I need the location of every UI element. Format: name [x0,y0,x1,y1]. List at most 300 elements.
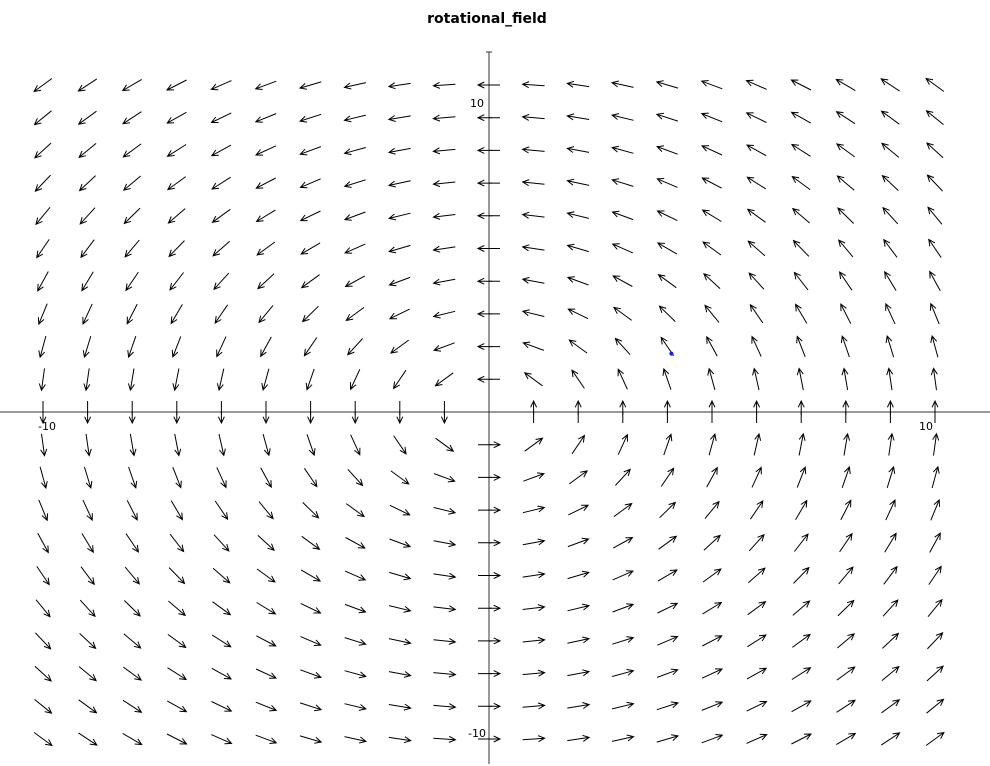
vector-arrow [797,467,806,487]
vector-arrow [345,148,366,155]
vector-arrow [256,636,275,646]
vector-arrow [127,500,137,520]
vector-arrow [837,667,855,680]
vector-arrow [169,241,184,257]
vector-arrow [884,567,897,585]
vector-arrow [523,310,544,317]
vector-arrow [927,699,944,713]
vector-arrow [792,668,811,680]
vector-arrow [306,369,314,390]
vector-arrow [837,634,854,648]
vector-arrow [702,669,722,678]
vector-arrow [390,309,410,319]
vector-arrow [702,178,721,188]
vector-arrow [257,210,276,221]
vector-arrow [926,79,944,92]
vector-arrow [568,505,588,515]
vector-arrow [703,603,722,614]
vector-arrow [256,178,275,188]
vector-arrow [749,273,764,289]
vector-arrow [707,337,718,356]
vector-arrow [214,273,229,289]
vector-arrow [300,114,321,122]
vector-arrow [842,467,850,488]
vector-arrow [434,541,456,547]
vector-arrow [213,241,230,256]
vector-arrow [433,115,455,121]
vector-arrow [933,434,939,456]
vector-arrow [301,243,320,254]
vector-arrow [567,147,589,153]
vector-arrow [883,600,898,616]
vector-arrow [841,336,849,357]
vector-arrow [170,273,184,290]
vector-arrow [837,700,855,712]
vector-arrow [658,243,677,254]
vector-arrow [434,246,456,252]
vector-arrow [436,438,454,451]
vector-arrow [841,500,851,520]
vector-arrow [389,704,411,710]
vector-arrow [572,436,584,454]
vector-arrow [79,111,97,124]
vector-arrow [82,533,93,552]
vector-arrow [927,143,943,158]
vector-arrow [261,468,272,487]
vector-arrow [929,239,941,257]
vector-arrow [797,336,806,356]
vector-arrow [434,311,455,318]
vector-arrow [703,210,722,221]
vector-arrow [263,434,270,455]
vector-arrow [80,208,95,224]
vector-arrow [793,209,810,223]
vector-arrow [304,468,316,486]
vector-arrow [884,240,897,258]
vector-arrow [303,502,319,517]
vector-arrow [612,702,633,709]
vector-arrow [259,502,273,519]
vector-arrow [83,336,91,357]
vector-arrow [523,147,545,153]
vector-arrow [345,737,366,743]
vector-arrow [792,634,810,647]
vector-arrow [844,434,850,456]
vector-arrow [256,114,276,123]
vector-arrow [523,572,545,578]
vector-arrow [708,369,715,390]
vector-arrow [434,213,456,219]
vector-arrow [791,80,811,90]
vector-arrow [79,700,97,713]
vector-arrow [523,82,545,88]
vector-arrow [39,368,45,390]
vector-arrow [262,369,269,390]
vector-arrow [888,434,894,456]
vector-arrow [792,701,811,712]
vector-arrow [927,175,942,191]
vector-arrow [256,81,277,89]
vector-arrow [213,602,231,615]
vector-arrow [932,467,939,488]
x-tick-label-neg: -10 [38,420,56,433]
vector-arrow [304,338,316,356]
vector-arrow [345,571,365,580]
vector-arrow [796,501,807,520]
vector-arrow [168,668,187,680]
vector-arrow [567,179,589,185]
vector-arrow [703,569,721,582]
vector-arrow [657,113,678,121]
vector-arrow [747,80,767,89]
vector-arrow [348,339,363,355]
vector-arrow [436,373,454,386]
vector-arrow [79,143,96,157]
vector-arrow [612,669,633,676]
vector-arrow [657,636,677,645]
vector-arrow [434,279,456,285]
vector-arrow [123,667,141,680]
vector-arrow [212,113,232,123]
vector-arrow [85,434,91,456]
vector-arrow [707,468,718,487]
vector-arrow [214,535,229,551]
vector-arrow [568,244,589,251]
vector-arrow [167,701,186,712]
vector-arrow [569,340,587,353]
vector-arrow [567,703,589,709]
vector-arrow [753,369,759,390]
vector-arrow [394,370,406,388]
vector-arrow [168,601,185,615]
vector-arrow [172,336,181,356]
vector-arrow [434,606,456,612]
vector-arrow [886,336,894,357]
vector-arrow [791,734,811,744]
vector-arrow [882,176,898,191]
vector-arrow [130,434,136,456]
vector-arrow [215,305,227,323]
vector-arrow [80,176,96,191]
vector-arrow [613,276,632,287]
vector-arrow [82,272,93,291]
vector-arrow [663,369,671,390]
vector-arrow [927,633,942,649]
vector-arrow [348,469,363,485]
vector-arrow [659,536,677,549]
vector-arrow [346,538,365,549]
vector-arrow [792,112,811,123]
vector-arrow [346,504,364,517]
vector-arrow [38,533,49,552]
vector-arrow [167,80,187,90]
vector-arrow [346,276,365,287]
vector-arrow [523,506,544,513]
vector-arrow [35,175,50,191]
vector-arrow [167,112,186,123]
vector-arrow [256,735,277,743]
vector-arrow [434,474,455,482]
vector-arrow [793,601,810,615]
vector-arrow [881,733,899,745]
vector-arrow [931,500,940,520]
vector-arrow [612,114,633,121]
axes [0,52,990,764]
vector-arrow [612,179,633,187]
vector-arrow [929,566,941,584]
vector-arrow [40,467,47,488]
vector-arrow [660,502,676,517]
vector-arrow [568,212,589,219]
vector-arrow [257,569,275,582]
vector-arrow [523,703,545,709]
vector-arrow [931,368,937,390]
vector-arrow [307,434,315,455]
vector-arrow [523,473,544,481]
vector-arrow [748,602,766,615]
vector-arrow [38,304,47,324]
vector-arrow [168,145,187,157]
vector-arrow [792,177,810,190]
vector-arrow [434,573,456,579]
vector-arrow [123,700,141,712]
vector-arrow [39,500,48,520]
vector-arrow [167,734,187,744]
vector-arrow [81,240,94,258]
vector-arrow [794,534,808,551]
vector-arrow [390,505,410,515]
vector-arrow [883,208,898,224]
vector-arrow [930,304,939,324]
vector-arrow [300,703,321,711]
vector-arrow [301,179,321,188]
vector-arrow [567,114,589,120]
vector-arrow [124,176,141,190]
vector-arrow [794,241,809,257]
vector-arrow [658,603,678,613]
vector-arrow [660,306,676,321]
vector-arrow [128,336,136,357]
vector-arrow [345,115,366,122]
vector-arrow [523,539,545,545]
vector-arrow [345,604,366,612]
vector-arrow [703,242,721,255]
vector-arrow [389,639,411,645]
vector-arrow [124,601,140,616]
vector-arrow [168,634,186,647]
vector-arrow [212,702,232,712]
vector-arrow [613,571,633,580]
vector-arrow [41,434,47,456]
vector-arrow [523,637,545,643]
vector-arrow [300,82,321,89]
vector-arrow [434,181,456,187]
vector-arrow [79,667,96,681]
chart-title: rotational_field [427,11,547,27]
vector-arrow [300,147,321,155]
vector-arrow [613,244,633,253]
vector-arrow [754,434,760,455]
vector-arrow [394,436,406,454]
vector-arrow [799,434,805,456]
vector-arrow [613,211,634,219]
vector-arrow [747,702,767,712]
vector-arrow [702,146,722,155]
vector-arrow [169,568,184,584]
vector-arrow [213,568,230,583]
vector-arrow [123,144,141,157]
vector-arrow [705,305,719,322]
vector-arrow [525,438,543,451]
vector-arrow [261,337,272,356]
vector-arrow [301,637,321,646]
vector-arrow [569,471,587,484]
vector-arrow [391,340,409,353]
vector-arrow [657,146,678,154]
vector-arrow [568,309,588,319]
vector-arrow [256,702,276,711]
vector-arrow [702,113,722,122]
vector-arrow [747,113,767,123]
vector-arrow [930,533,941,552]
vector-arrow [523,736,545,742]
vector-arrow [80,600,95,616]
vector-arrow [217,337,226,357]
vector-arrow [887,368,893,390]
vector-arrow [123,79,142,90]
vector-arrow [389,116,411,122]
vector-arrow [123,112,141,124]
vector-arrow [124,634,141,648]
vector-arrow [345,671,366,678]
vector-arrow [217,467,226,487]
vector-arrow [168,177,186,190]
vector-arrow [885,272,896,291]
vector-arrow [171,501,182,520]
vector-arrow [35,633,50,649]
vector-arrow [300,670,321,678]
vector-arrow [523,605,545,611]
vector-arrow [258,274,274,289]
vector-arrow [351,369,360,389]
vector-arrow [434,343,455,351]
vector-arrow [78,733,96,745]
vector-arrow [301,570,320,581]
vector-arrow [702,636,721,646]
vector-arrow [389,606,410,613]
vector-arrow [704,535,720,550]
vector-arrow [389,148,411,154]
vector-arrow [525,373,543,386]
vector-arrow [840,534,852,552]
vector-arrow [567,81,589,87]
data-point-marker [669,352,673,356]
vector-arrow [661,468,673,486]
vector-arrow [615,339,630,355]
vector-arrow [434,638,456,644]
vector-arrow [83,304,92,324]
vector-arrow [568,538,589,546]
vector-arrow [259,305,273,322]
vector-arrow [35,111,52,125]
vector-arrow [927,666,943,681]
vector-arrow [217,369,223,390]
vector-arrow [345,638,366,646]
vector-arrow [796,304,807,323]
vector-arrow [37,566,49,584]
vector-arrow [657,669,678,677]
vector-arrow [748,568,765,583]
vector-arrow [842,369,848,391]
vector-arrow [750,305,762,323]
vector-arrow [657,702,678,710]
vector-arrow [211,735,231,744]
vector-arrow [175,434,181,456]
vector-arrow [301,603,321,613]
vector-arrow [212,668,231,679]
vector-arrow [211,81,231,90]
vector-arrow [613,538,632,549]
vector-arrow [302,536,320,549]
vector-arrow [433,148,455,154]
vector-arrow [35,143,51,158]
vector-arrow [792,145,811,157]
vector-arrow [171,304,182,323]
vector-arrow [523,342,544,350]
vector-arrow [215,501,227,519]
vector-arrow [928,600,942,617]
vector-arrow [747,668,766,679]
vector-arrow [704,274,720,289]
vector-arrow [433,82,455,88]
vector-arrow [747,635,766,647]
vector-arrow [346,307,364,320]
vector-arrow [659,275,677,288]
vector-arrow [34,733,52,746]
vector-arrow [752,337,761,357]
vector-arrow [433,704,455,710]
vector-arrow [389,572,410,579]
vector-arrow [36,207,50,224]
vector-arrow [618,369,627,389]
vector-arrow [351,435,360,455]
vector-arrow [612,735,633,741]
vector-arrow [345,244,365,253]
vector-arrow [36,600,50,617]
vector-arrow [37,239,49,257]
vector-arrow [612,637,633,645]
vector-arrow [128,369,134,391]
x-tick-label-pos: 10 [919,420,933,433]
vector-arrow [840,272,852,290]
vector-arrow [212,177,231,189]
vector-arrow [523,670,545,676]
vector-arrow [80,633,96,648]
vector-arrow [794,568,809,584]
vector-arrow [212,635,231,647]
vector-arrow [797,369,803,391]
vector-arrow [170,534,184,551]
vector-arrow [841,304,851,324]
vector-arrow [523,180,545,186]
vector-arrow [39,336,46,357]
vector-arrow [434,508,455,515]
vector-arrow [300,736,321,743]
vector-arrow [256,669,276,678]
vector-arrow [126,272,138,290]
vector-arrow [345,704,366,711]
vector-arrow [567,637,589,643]
